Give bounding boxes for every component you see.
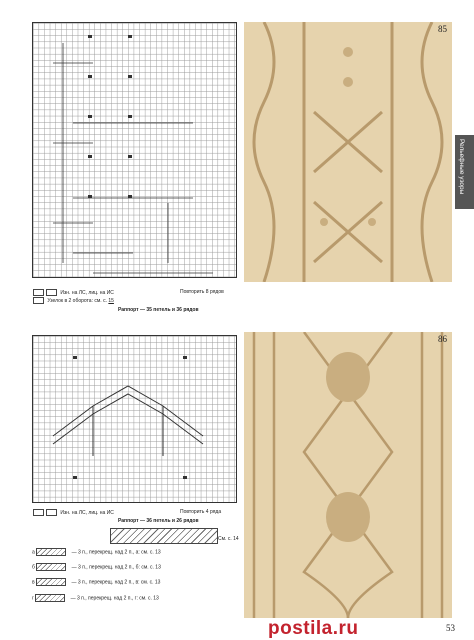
pattern-85-number: 85 — [438, 24, 447, 34]
legend-86-repeat-rows: Повторить 4 ряда — [180, 509, 222, 515]
pattern-85-cables — [244, 22, 452, 282]
bobble-diagram-ref: См. с. 14 — [218, 536, 239, 542]
watermark — [268, 618, 468, 638]
knit-symbol — [46, 509, 57, 516]
legend-86-knit — [33, 509, 114, 516]
cable-d-symbol — [35, 594, 65, 602]
chart-85-grid — [32, 22, 237, 278]
cable-d-marker: г — [32, 595, 34, 602]
legend-85-bobble-text: Узелок в 2 оборота: см. с. — [47, 297, 107, 304]
pattern-86-number: 86 — [438, 334, 447, 344]
cable-b-marker: б — [32, 564, 35, 571]
watermark-logo: postila.ru — [268, 618, 359, 639]
chart-85-symbols — [33, 23, 238, 279]
bobble-symbol — [33, 297, 44, 304]
knit-symbol — [46, 289, 57, 296]
cable-legend-c — [32, 578, 160, 586]
cable-a-marker: а — [32, 549, 35, 556]
cable-a-symbol — [36, 548, 66, 556]
legend-85-bobble-ref[interactable]: 15 — [108, 297, 114, 304]
chart-85-row-numbers — [239, 24, 240, 28]
side-tab — [455, 135, 474, 209]
legend-85-knit — [33, 289, 114, 296]
legend-85-bobble — [33, 297, 114, 304]
bobble-diagram — [110, 528, 218, 544]
cable-a-text: — 3 п., перекрещ. над 2 п., а: см. с. 13 — [71, 549, 161, 556]
legend-85-knit-text: Изн. на ЛС, лиц. на ИС — [60, 289, 114, 296]
pattern-85-photo — [244, 22, 452, 282]
side-tab-label: Рельефные узоры — [458, 139, 465, 195]
cable-legend-a — [32, 548, 161, 556]
pattern-86-photo — [244, 332, 452, 618]
chart-86-grid — [32, 335, 237, 503]
cable-legend-b — [32, 563, 161, 571]
cable-c-symbol — [36, 578, 66, 586]
cable-b-text: — 3 п., перекрещ. над 2 п., б: см. с. 13 — [71, 564, 161, 571]
page-number: 53 — [446, 623, 455, 633]
purl-symbol — [33, 509, 44, 516]
legend-85-repeat-rows: Повторить 8 рядов — [180, 289, 224, 295]
cable-d-text: — 3 п., перекрещ. над 2 п., г: см. с. 13 — [70, 595, 159, 602]
repeat-86-total: Раппорт — 36 петель и 26 рядов — [118, 518, 199, 524]
repeat-85-total: Раппорт — 35 петель и 36 рядов — [118, 307, 199, 313]
pattern-86-cables — [244, 332, 452, 618]
purl-symbol — [33, 289, 44, 296]
chart-86-symbols — [33, 336, 238, 504]
cable-c-text: — 3 п., перекрещ. над 2 п., в: см. с. 13 — [71, 579, 161, 586]
cable-c-marker: в — [32, 579, 35, 586]
legend-86-knit-text: Изн. на ЛС, лиц. на ИС — [60, 509, 114, 516]
cable-b-symbol — [36, 563, 66, 571]
cable-legend-d — [32, 594, 159, 602]
